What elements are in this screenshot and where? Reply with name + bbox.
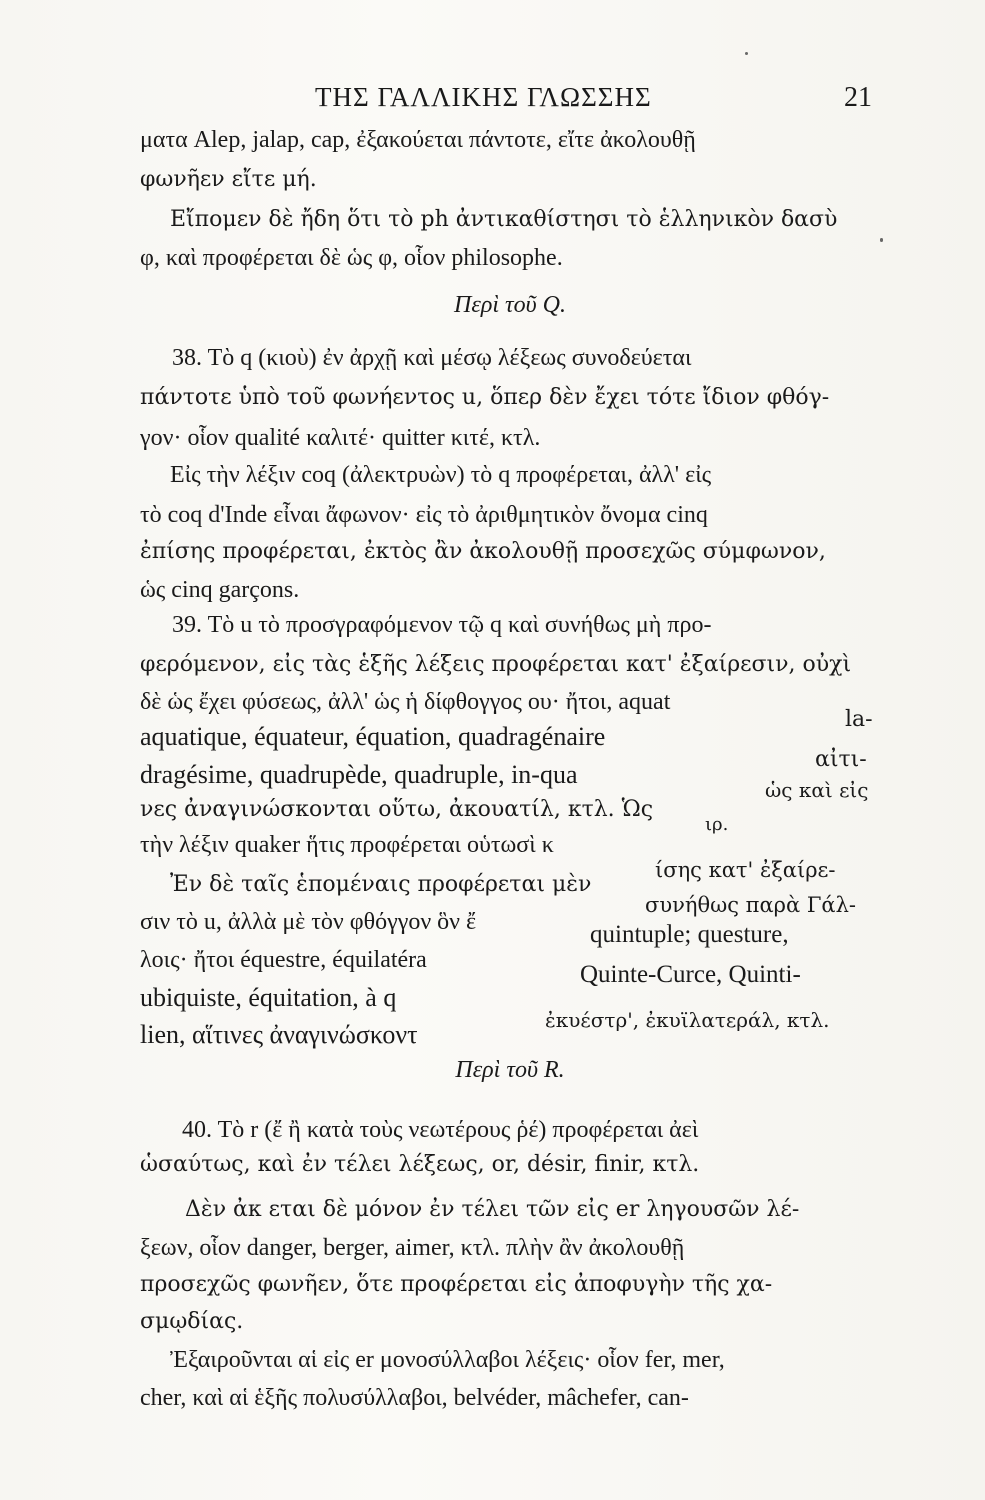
- fragment: ιρ.: [705, 814, 729, 835]
- fragment: Quinte-Curce, Quinti-: [580, 961, 801, 988]
- section-heading-r: Περὶ τοῦ R.: [455, 1057, 565, 1083]
- text-line: ὡσαύτως, καὶ ἐν τέλει λέξεως, or, désir, finir, κτλ.: [140, 1152, 700, 1177]
- text-line: φ, καὶ προφέρεται δὲ ὡς φ, οἷον philosophe.: [140, 245, 563, 271]
- text-line: 39. Τὸ u τὸ προσγραφόμενον τῷ q καὶ συνήθως μὴ προ-: [172, 612, 712, 638]
- ink-speck: [880, 238, 883, 242]
- text-line: ξεων, οἷον danger, berger, aimer, κτλ. πλὴν ἂν ἀκολουθῇ: [140, 1235, 685, 1261]
- text-line: νες ἀναγινώσκονται οὕτω, ἀκουατίλ, κτλ. Ὡς: [140, 797, 654, 822]
- text-line: φωνῆεν εἴτε μή.: [140, 167, 317, 192]
- text-line: ὡς cinq garçons.: [140, 577, 300, 603]
- text-line: ἐπίσης προφέρεται, ἐκτὸς ἂν ἀκολουθῇ προσεχῶς σύμφωνον,: [140, 539, 826, 564]
- fragment: ίσης κατ' ἐξαίρε-: [655, 858, 836, 882]
- fragment: αἰτι-: [815, 747, 867, 772]
- text-line: Ἐν δὲ ταῖς ἑπομέναις προφέρεται μὲν: [170, 872, 592, 897]
- text-line: τὴν λέξιν quaker ἥτις προφέρεται οὑτωσὶ κ: [140, 832, 554, 858]
- text-line: φερόμενον, εἰς τὰς ἑξῆς λέξεις προφέρεται κατ' ἐξαίρεσιν, οὐχὶ: [140, 652, 852, 677]
- ink-speck: [745, 52, 748, 55]
- text-line: 38. Τὸ q (κιοὺ) ἐν ἀρχῇ καὶ μέσῳ λέξεως συνοδεύεται: [172, 345, 692, 371]
- text-line: ubiquiste, équitation, à q: [140, 983, 397, 1012]
- text-line: ματα Alep, jalap, cap, ἐξακούεται πάντοτε, εἴτε ἀκολουθῇ: [140, 127, 696, 153]
- text-line: τὸ coq d'Inde εἶναι ἄφωνον· εἰς τὸ ἀριθμητικὸν ὄνομα cinq: [140, 502, 708, 528]
- text-line: σμῳδίας.: [140, 1309, 244, 1334]
- text-line: προσεχῶς φωνῆεν, ὅτε προφέρεται εἰς ἀποφυγὴν τῆς χα-: [140, 1272, 773, 1297]
- text-line: Εἴπομεν δὲ ἤδη ὅτι τὸ ph ἀντικαθίστησι τὸ ἑλληνικὸν δασὺ: [170, 207, 838, 232]
- section-heading-q: Περὶ τοῦ Q.: [454, 292, 566, 318]
- text-line: Εἰς τὴν λέξιν coq (ἀλεκτρυὼν) τὸ q προφέρεται, ἀλλ' εἰς: [170, 462, 712, 488]
- text-line: Ἐξαιροῦνται αἱ εἰς er μονοσύλλαβοι λέξεις· οἷον fer, mer,: [170, 1347, 725, 1373]
- text-line: dragésime, quadrupède, quadruple, in-qua: [140, 760, 578, 789]
- running-header: [140, 82, 880, 122]
- fragment: συνήθως παρὰ Γάλ-: [645, 893, 856, 917]
- text-line: σιν τὸ u, ἀλλὰ μὲ τὸν φθόγγον ὃν ἔ: [140, 909, 477, 935]
- text-line: aquatique, équateur, équation, quadragénaire: [140, 722, 606, 751]
- fragment: la-: [845, 707, 873, 732]
- text-line: 40. Τὸ r (ἔ ἢ κατὰ τοὺς νεωτέρους ῥέ) προφέρεται ἀεὶ: [182, 1117, 699, 1143]
- fragment: ὡς καὶ εἰς: [765, 778, 869, 802]
- running-title: ΤΗΣ ΓΑΛΛΙΚΗΣ ΓΛΩΣΣΗΣ: [315, 82, 652, 112]
- page-number: 21: [844, 82, 872, 113]
- fragment: quintuple; questure,: [590, 921, 789, 948]
- text-line: lien, αἵτινες ἀναγινώσκοντ: [140, 1020, 418, 1049]
- text-line: λοις· ἤτοι équestre, équilatéra: [140, 947, 427, 973]
- text-line: cher, καὶ αἱ ἑξῆς πολυσύλλαβοι, belvéder, mâchefer, can-: [140, 1385, 689, 1411]
- text-line: Δὲν ἀκ εται δὲ μόνον ἐν τέλει τῶν εἰς er ληγουσῶν λέ-: [185, 1197, 800, 1222]
- text-line: πάντοτε ὑπὸ τοῦ φωνήεντος u, ὅπερ δὲν ἔχει τότε ἴδιον φθόγ-: [140, 385, 830, 410]
- text-line: γον· οἷον qualité καλιτέ· quitter κιτέ, κτλ.: [140, 425, 541, 451]
- text-line: δὲ ὡς ἔχει φύσεως, ἀλλ' ὡς ἡ δίφθογγος ου· ἤτοι, aquat: [140, 689, 671, 715]
- fragment: ἐκυέστρ', ἐκυϊλατεράλ, κτλ.: [545, 1008, 830, 1032]
